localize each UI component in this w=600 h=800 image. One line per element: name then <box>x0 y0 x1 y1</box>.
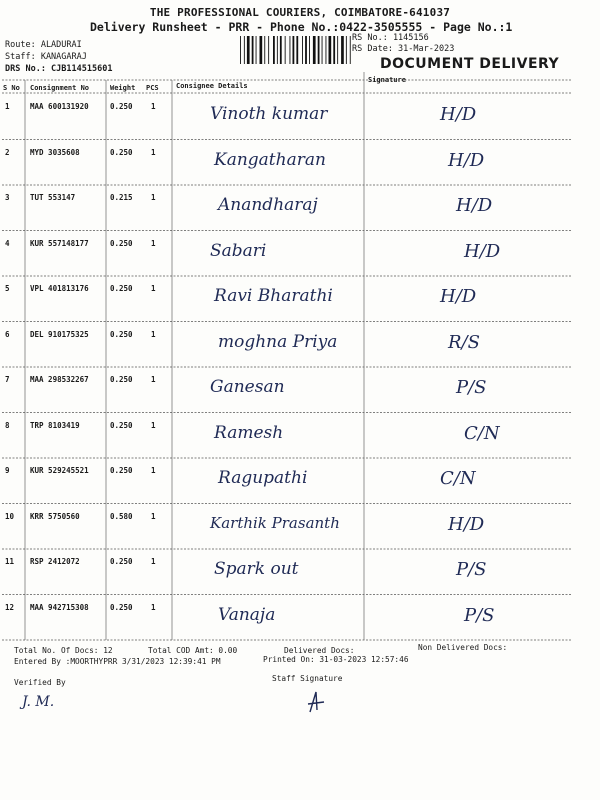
row-weight: 0.215 <box>110 193 133 202</box>
col-header-weight: Weight <box>110 84 136 92</box>
rs-number: RS No.: 1145156 <box>352 33 429 43</box>
col-header-pcs: PCS <box>146 84 159 92</box>
barcode-image <box>240 36 352 64</box>
row-consignee-handwritten: Ganesan <box>210 377 285 397</box>
row-consignee-handwritten: Vanaja <box>218 604 276 625</box>
row-pcs: 1 <box>151 466 156 475</box>
row-pcs: 1 <box>151 147 156 157</box>
row-consignment-no: KUR 557148177 <box>30 238 89 248</box>
staff-signature-mark <box>302 686 332 716</box>
row-pcs: 1 <box>151 511 156 521</box>
row-consignment-no: TUT 553147 <box>30 193 76 202</box>
col-header-signature: Signature <box>368 76 406 84</box>
row-sno: 1 <box>5 102 10 111</box>
staff-signature-label: Staff Signature <box>272 674 343 683</box>
row-sno: 10 <box>5 511 15 521</box>
row-sno: 12 <box>5 602 15 612</box>
row-signature-handwritten: H/D <box>440 104 477 125</box>
row-weight: 0.250 <box>110 420 133 430</box>
row-consignee-handwritten: Vinoth kumar <box>210 104 328 124</box>
col-header-consignment: Consignment No <box>30 84 90 92</box>
row-consignee-handwritten: Ragupathi <box>218 468 308 488</box>
row-weight: 0.250 <box>110 102 133 111</box>
row-signature-handwritten: P/S <box>456 377 487 398</box>
row-consignment-no: TRP 8103419 <box>30 420 80 430</box>
row-weight: 0.250 <box>110 147 133 157</box>
row-consignment-no: MAA 942715308 <box>30 602 89 612</box>
row-signature-handwritten: H/D <box>448 149 485 171</box>
row-weight: 0.250 <box>110 329 133 339</box>
row-pcs: 1 <box>151 102 156 111</box>
row-signature-handwritten: R/S <box>448 331 480 353</box>
row-pcs: 1 <box>151 602 156 612</box>
total-cod-amount: Total COD Amt: 0.00 <box>148 646 238 655</box>
row-signature-handwritten: H/D <box>440 286 477 307</box>
row-pcs: 1 <box>151 557 156 566</box>
verified-by-signature: J. M. <box>22 694 55 710</box>
row-pcs: 1 <box>151 329 156 339</box>
printed-on: Printed On: 31-03-2023 12:57:46 <box>263 655 409 664</box>
row-sno: 5 <box>5 284 10 293</box>
row-sno: 3 <box>5 193 10 202</box>
row-sno: 4 <box>5 238 10 248</box>
row-consignee-handwritten: Ramesh <box>214 422 284 443</box>
row-consignee-handwritten: Spark out <box>214 559 299 579</box>
entered-by: Entered By :MOORTHYPRR 3/31/2023 12:39:41 PM <box>14 657 221 666</box>
row-weight: 0.250 <box>110 466 133 475</box>
document-subtitle: Delivery Runsheet - PRR - Phone No.:0422-3505555 - Page No.:1 <box>90 20 513 34</box>
staff-label: Staff: KANAGARAJ <box>5 52 87 62</box>
verified-by-label: Verified By <box>14 678 66 687</box>
row-consignment-no: KRR 5750560 <box>30 511 80 521</box>
row-signature-handwritten: H/D <box>448 513 485 535</box>
row-pcs: 1 <box>151 420 156 430</box>
col-header-sno: S No <box>3 84 20 92</box>
row-consignee-handwritten: moghna Priya <box>218 331 338 352</box>
row-weight: 0.250 <box>110 238 133 248</box>
row-weight: 0.580 <box>110 511 133 521</box>
row-consignment-no: MAA 298532267 <box>30 375 89 384</box>
row-signature-handwritten: H/D <box>456 195 493 216</box>
row-sno: 9 <box>5 466 10 475</box>
row-sno: 8 <box>5 420 10 430</box>
row-signature-handwritten: H/D <box>464 240 501 262</box>
row-weight: 0.250 <box>110 375 133 384</box>
row-consignment-no: MYD 3035608 <box>30 147 80 157</box>
row-pcs: 1 <box>151 193 156 202</box>
row-sno: 2 <box>5 147 10 157</box>
row-pcs: 1 <box>151 284 156 293</box>
row-consignee-handwritten: Ravi Bharathi <box>214 286 333 306</box>
row-consignee-handwritten: Kangatharan <box>214 149 326 170</box>
row-signature-handwritten: P/S <box>456 559 487 580</box>
non-delivered-docs: Non Delivered Docs: <box>418 643 508 652</box>
row-sno: 6 <box>5 329 10 339</box>
row-consignment-no: MAA 600131920 <box>30 102 89 111</box>
row-sno: 11 <box>5 557 15 566</box>
row-weight: 0.250 <box>110 557 133 566</box>
row-pcs: 1 <box>151 238 156 248</box>
rs-date: RS Date: 31-Mar-2023 <box>352 44 455 54</box>
total-docs: Total No. Of Docs: 12 <box>14 646 113 655</box>
drs-number: DRS No.: CJB114515601 <box>5 64 113 74</box>
document-title: THE PROFESSIONAL COURIERS, COIMBATORE-641037 <box>149 6 451 19</box>
row-weight: 0.250 <box>110 284 133 293</box>
delivered-docs: Delivered Docs: <box>284 646 355 655</box>
document-delivery-stamp: DOCUMENT DELIVERY <box>380 56 560 72</box>
route-label: Route: ALADURAI <box>5 40 82 50</box>
row-consignment-no: VPL 401813176 <box>30 284 89 293</box>
row-consignee-handwritten: Anandharaj <box>218 195 318 215</box>
col-header-consignee: Consignee Details <box>176 82 248 90</box>
row-sno: 7 <box>5 375 10 384</box>
row-consignment-no: DEL 910175325 <box>30 329 89 339</box>
row-signature-handwritten: C/N <box>464 422 500 444</box>
row-signature-handwritten: C/N <box>440 468 476 489</box>
row-consignment-no: KUR 529245521 <box>30 466 89 475</box>
row-signature-handwritten: P/S <box>464 604 495 626</box>
row-weight: 0.250 <box>110 602 133 612</box>
row-consignee-handwritten: Karthik Prasanth <box>210 513 340 532</box>
row-consignee-handwritten: Sabari <box>210 240 267 261</box>
row-consignment-no: RSP 2412072 <box>30 557 80 566</box>
row-pcs: 1 <box>151 375 156 384</box>
